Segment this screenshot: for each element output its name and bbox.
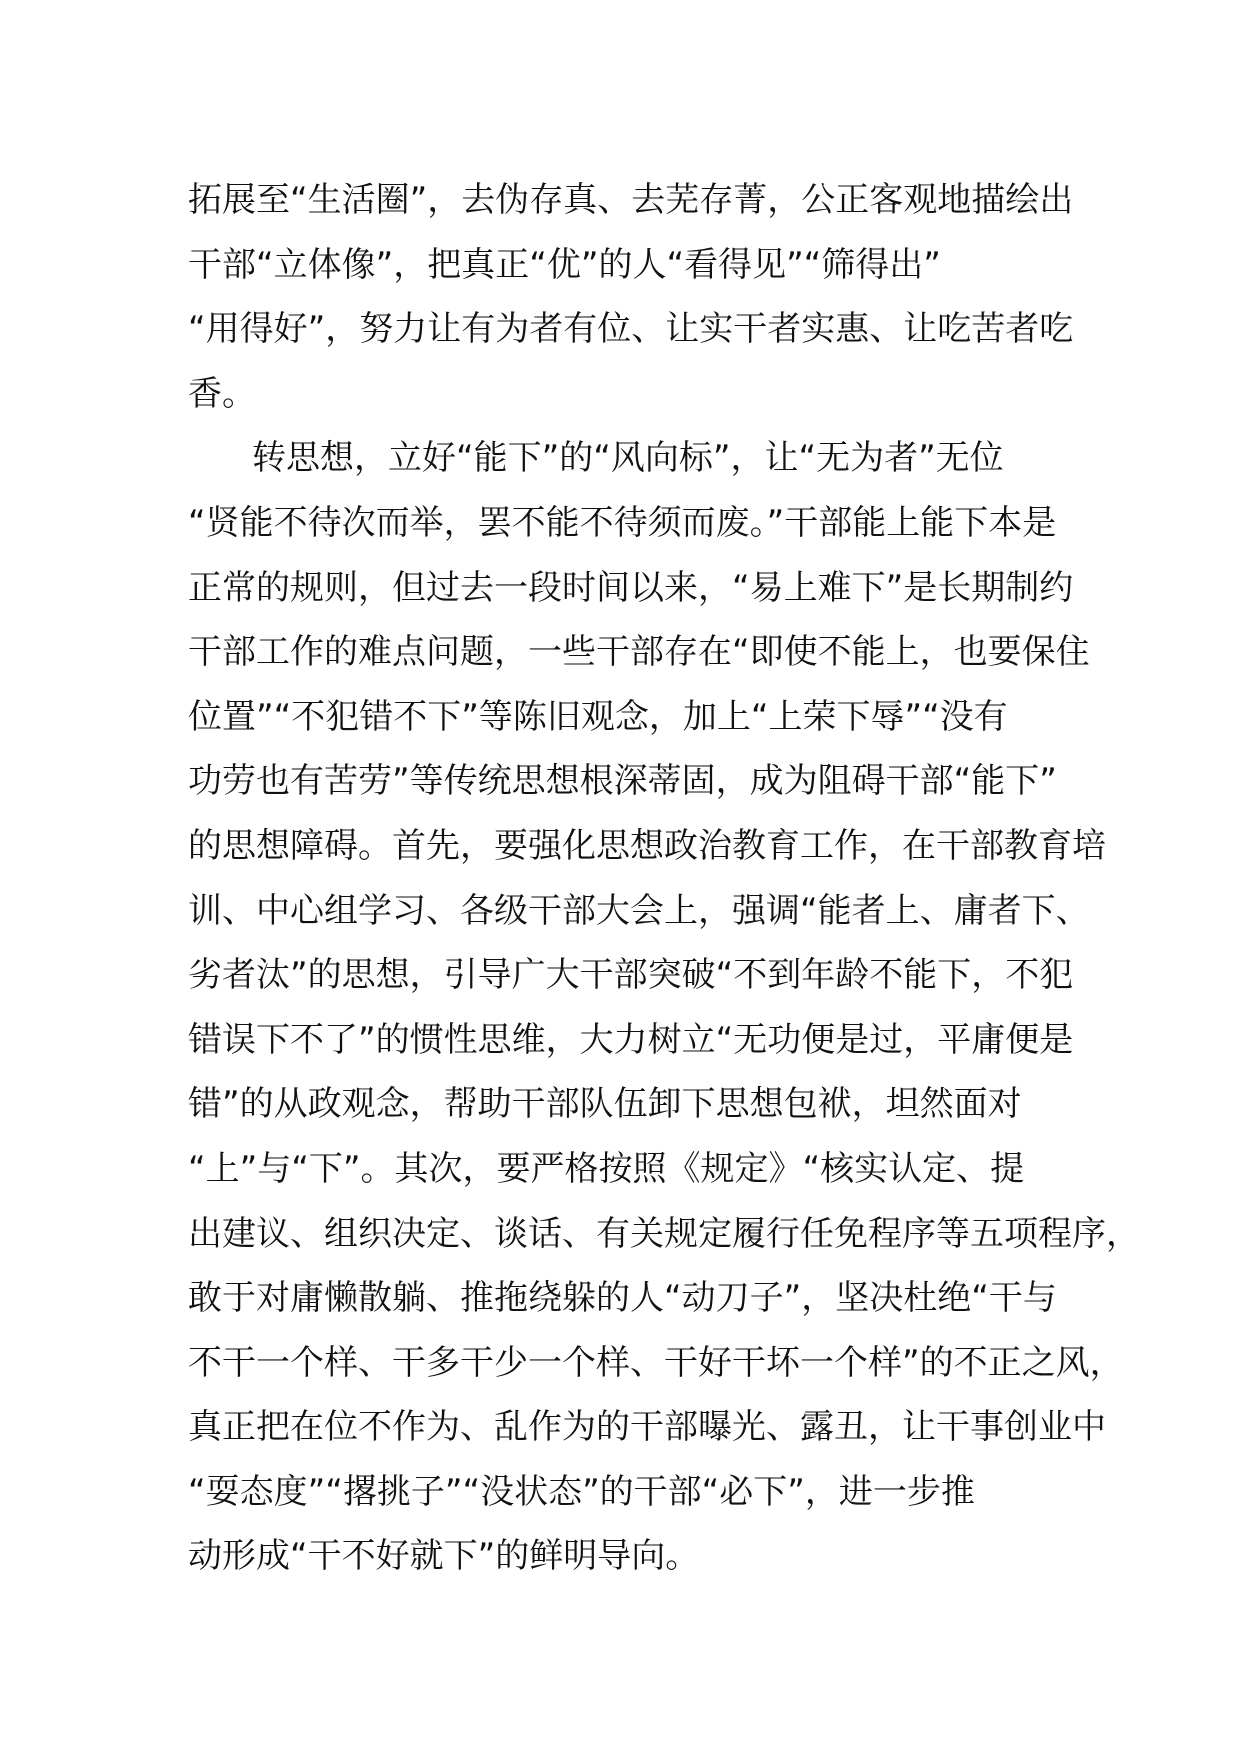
text-line: 劣者汰”的思想，引导广大干部突破“不到年龄不能下，不犯 — [188, 955, 1074, 996]
text-line: 拓展至“生活圈”，去伪存真、去芜存菁，公正客观地描绘出 — [188, 180, 1074, 220]
text-line: “用得好”，努力让有为者有位、让实干者实惠、让吃苦者吃 — [188, 309, 1074, 350]
text-line: 功劳也有苦劳”等传统思想根深蒂固，成为阻碍干部“能下” — [188, 761, 1057, 802]
text-line: “耍态度”“撂挑子”“没状态”的干部“必下”，进一步推 — [188, 1471, 975, 1512]
text-line: 位置”“不犯错不下”等陈旧观念，加上“上荣下辱”“没有 — [188, 696, 1008, 737]
text-line: 香。 — [188, 373, 256, 414]
text-line: 干部工作的难点问题，一些干部存在“即使不能上，也要保住 — [188, 632, 1090, 673]
text-line: “上”与“下”。其次，要严格按照《规定》“核实认定、提 — [188, 1148, 1025, 1189]
text-line: 训、中心组学习、各级干部大会上，强调“能者上、庸者下、 — [188, 890, 1090, 931]
text-line: 的思想障碍。首先，要强化思想政治教育工作，在干部教育培 — [188, 825, 1106, 866]
body-text — [188, 168, 1140, 1589]
text-line: 错误下不了”的惯性思维，大力树立“无功便是过，平庸便是 — [188, 1019, 1074, 1060]
text-line: 真正把在位不作为、乱作为的干部曝光、露丑，让干事创业中 — [188, 1407, 1106, 1448]
text-line: 错”的从政观念，帮助干部队伍卸下思想包袱，坦然面对 — [188, 1084, 1022, 1125]
text-line: “贤能不待次而举，罢不能不待须而废。”干部能上能下本是 — [188, 502, 1057, 543]
text-line: 干部“立体像”，把真正“优”的人“看得见”“筛得出” — [188, 244, 941, 285]
text-line: 正常的规则，但过去一段时间以来，“易上难下”是长期制约 — [188, 567, 1074, 608]
text-line: 转思想，立好“能下”的“风向标”，让“无为者”无位 — [252, 438, 1004, 479]
paragraph — [188, 426, 1140, 1589]
text-line: 不干一个样、干多干少一个样、干好干坏一个样”的不正之风， — [188, 1342, 1124, 1383]
text-line: 敢于对庸懒散躺、推拖绕躲的人“动刀子”，坚决杜绝“干与 — [188, 1278, 1057, 1319]
paragraph — [188, 168, 1078, 426]
text-line: 出建议、组织决定、谈话、有关规定履行任免程序等五项程序， — [188, 1213, 1140, 1254]
text-line: 动形成“干不好就下”的鲜明导向。 — [188, 1536, 700, 1577]
